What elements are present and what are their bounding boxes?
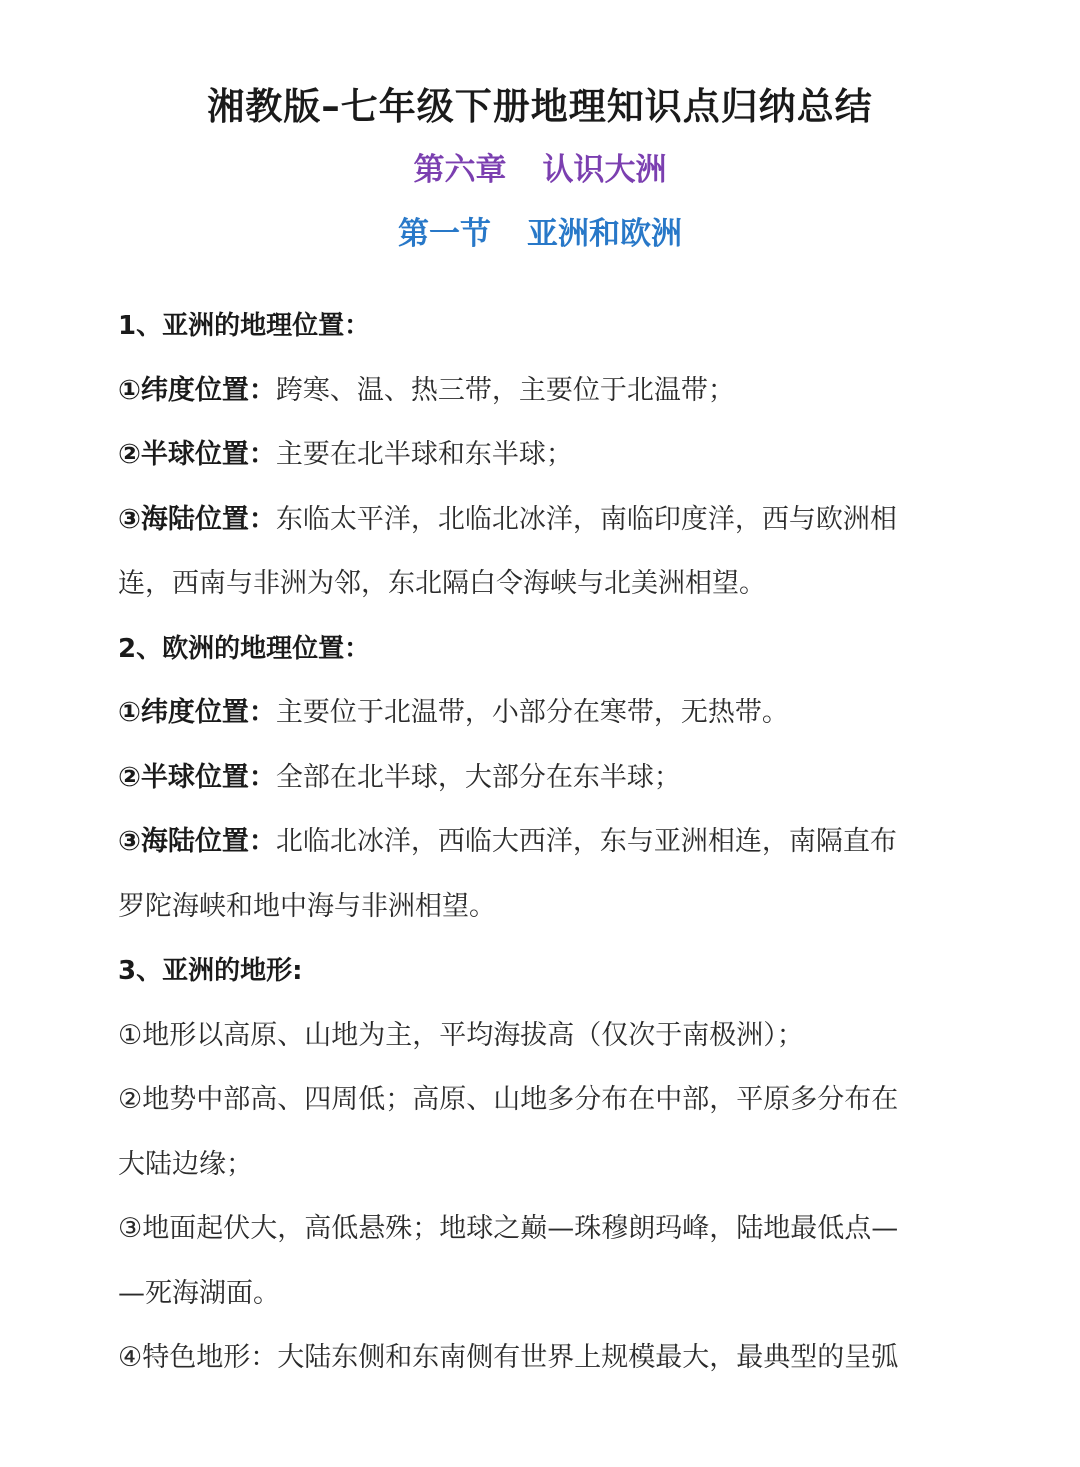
labeled-line	[118, 681, 968, 746]
item-text: 全部在北半球，大部分在东半球；	[275, 761, 681, 793]
subsection-heading: 2、欧洲的地理位置：	[118, 633, 371, 664]
text-line: 连，西南与非洲为邻，东北隔白令海峡与北美洲相望。	[118, 568, 766, 599]
text-line: 罗陀海峡和地中海与非洲相望。	[118, 890, 496, 922]
labeled-line	[118, 810, 968, 875]
item-label: ②半球位置：	[118, 761, 276, 793]
labeled-line	[118, 359, 968, 424]
item-label: ②半球位置：	[118, 439, 276, 470]
text-line: —死海湖面。	[118, 1277, 280, 1309]
section-heading	[0, 208, 1080, 253]
labeled-line	[118, 488, 968, 553]
item-label: ③海陆位置：	[118, 826, 276, 857]
labeled-line	[118, 746, 968, 811]
item-text: 东临太平洋，北临北冰洋，南临印度洋，西与欧洲相	[275, 503, 897, 535]
subsection-heading: 1、亚洲的地理位置：	[118, 311, 371, 341]
item-label: ①纬度位置：	[118, 697, 276, 728]
chapter-name: 认识大洲	[542, 152, 667, 188]
chapter-heading	[0, 144, 1080, 189]
item-label: ①纬度位置：	[118, 374, 276, 406]
item-text: 跨寒、温、热三带，主要位于北温带；	[275, 374, 735, 406]
document-body	[118, 294, 968, 1391]
subsection-heading: 3、亚洲的地形:	[118, 956, 303, 986]
text-line: 大陆边缘；	[118, 1148, 253, 1180]
item-label: ③海陆位置：	[118, 503, 276, 535]
section-number: 第一节	[398, 216, 491, 252]
text-line: ①地形以高原、山地为主，平均海拔高（仅次于南极洲）；	[118, 1019, 804, 1051]
item-text: 主要在北半球和东半球；	[275, 439, 573, 470]
chapter-number: 第六章	[413, 152, 507, 188]
text-line: ③地面起伏大，高低悬殊；地球之巅—珠穆朗玛峰，陆地最低点—	[118, 1213, 899, 1244]
labeled-line	[118, 423, 968, 488]
item-text: 主要位于北温带，小部分在寒带，无热带。	[275, 697, 789, 728]
item-text: 北临北冰洋，西临大西洋，东与亚洲相连，南隔直布	[275, 826, 897, 857]
section-name: 亚洲和欧洲	[527, 216, 682, 252]
text-line: ②地势中部高、四周低；高原、山地多分布在中部，平原多分布在	[118, 1084, 899, 1115]
page-title: 湘教版–七年级下册地理知识点归纳总结	[207, 85, 873, 128]
text-line: ④特色地形：大陆东侧和东南侧有世界上规模最大，最典型的呈弧	[118, 1342, 899, 1373]
